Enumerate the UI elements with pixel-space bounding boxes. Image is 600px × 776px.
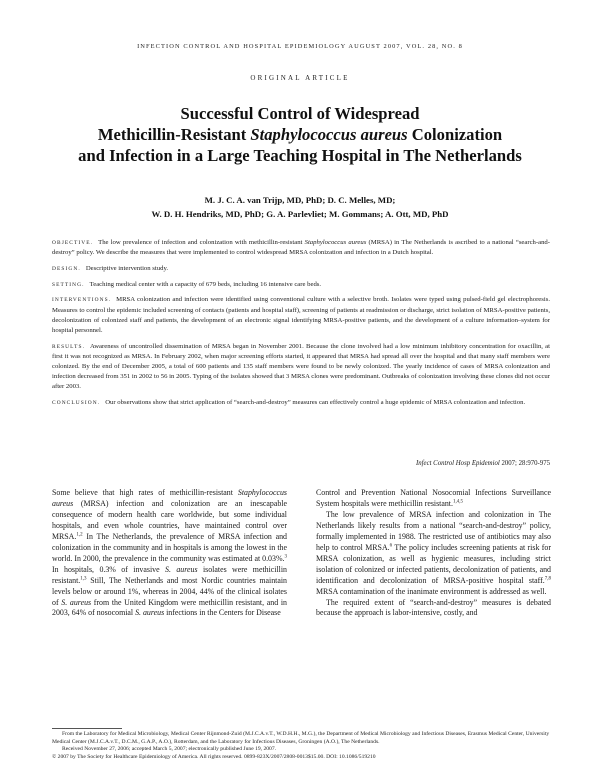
footnotes — [52, 731, 550, 761]
footnote-divider — [52, 728, 122, 729]
results-label: RESULTS. — [52, 343, 86, 350]
abstract-results — [52, 342, 550, 393]
title-line-2 — [40, 124, 560, 145]
reference-marker: 6 — [389, 543, 393, 549]
title-line-2-pre: Methicillin-Resistant — [97, 125, 251, 144]
body-paragraph — [316, 488, 551, 510]
authors-line-1: M. J. C. A. van Trijp, MD, PhD; D. C. Melles, MD; — [204, 195, 396, 205]
setting-label: SETTING. — [52, 281, 85, 288]
article-title — [40, 103, 560, 166]
species-name: S. aureus — [135, 608, 165, 618]
title-line-3: and Infection in a Large Teaching Hospital in The Netherlands — [78, 146, 522, 165]
footnote-received: Received November 27, 2006; accepted March 5, 2007; electronically published June 19, 2007. — [62, 746, 277, 753]
text-run: In The Netherlands, the prevalence of MRSA infection and colonization in the community and in hospitals is among the lowest in the world. In 2000, the prevalence in the community was estimated at 0.03%. — [52, 531, 287, 563]
conclusion-text: Our observations show that strict application of “search-and-destroy” measures can effectively control a huge epidemic of MRSA colonization and infection. — [105, 399, 526, 407]
citation — [416, 460, 550, 467]
reference-marker: 7,8 — [544, 576, 551, 581]
text-run: Some believe that high rates of methicillin-resistant — [52, 488, 238, 497]
conclusion-label: CONCLUSION. — [52, 400, 101, 407]
abstract-design — [52, 264, 550, 274]
text-run: Still, The Netherlands and most Nordic countries maintain levels below or around 1%, whereas in 2004, 44% of the clinical isolates of — [52, 575, 287, 607]
body-paragraph — [316, 510, 551, 598]
design-label: DESIGN. — [52, 265, 81, 272]
interventions-label: INTERVENTIONS. — [52, 297, 112, 304]
body-paragraph — [52, 488, 287, 619]
text-run: The low prevalence of MRSA infection and colonization in The Netherlands likely results from a national “search-and-destroy” policy, formally implemented in 1988. The restricted use of antibiotics may also help to control MRSA. — [316, 509, 551, 552]
title-line-2-post: Colonization — [407, 125, 503, 144]
abstract-interventions — [52, 295, 550, 336]
text-run: In hospitals, 0.3% of invasive — [52, 564, 166, 574]
text-run: (MRSA) infection and colonization are an inescapable consequence of modern health care worldwide, but some individual hospitals, and even whole countries, have maintained control over MRSA. — [52, 498, 287, 541]
text-run: The policy includes screening patients at risk for MRSA colonization, as well as hygienic measures, including strict isolation of colonized or infected patients, decolonization of patients, and identification and decolonization of MRSA-positive hospital staff. — [316, 542, 551, 585]
reference-marker: 1,3 — [80, 576, 87, 581]
citation-journal: Infect Control Hosp Epidemiol — [416, 460, 500, 467]
species-name: S. aureus — [61, 597, 92, 607]
text-run: infections in the Centers for Disease — [164, 608, 281, 618]
abstract-setting — [52, 280, 550, 290]
footnote-copyright: © 2007 by The Society for Healthcare Epidemiology of America. All rights reserved. 0899-823X/2007/2808-0013$15.00. DOI: 10.1086/519210 — [52, 753, 376, 760]
text-run: Control and Prevention National Nosocomial Infections Surveillance System hospitals were methicillin resistant. — [316, 488, 551, 508]
text-run: The required extent of “search-and-destroy” measures is debated because the approach is labor-intensive, costly, and — [316, 597, 551, 618]
authors-line-2: W. D. H. Hendriks, MD, PhD; G. A. Parlevliet; M. Gommans; A. Ott, MD, PhD — [151, 209, 449, 219]
title-line-1: Successful Control of Widespread — [180, 104, 420, 123]
citation-volume-pages: 2007; 28:970-975 — [499, 460, 550, 467]
species-name: S. aureus — [165, 564, 198, 574]
objective-text-post: (MRSA) in The Netherlands is ascribed to a national “search-and-destroy” policy. We describe the measures that were implemented to control widespread MRSA colonization and infection in a Dutch hospital. — [52, 239, 551, 257]
design-text: Descriptive intervention study. — [85, 264, 169, 272]
reference-marker: 1,4,5 — [452, 499, 463, 505]
text-run: isolates were methicillin resistant. — [52, 564, 287, 585]
species-name: Staphylococcus aureus — [52, 488, 287, 508]
reference-marker: 1,2 — [76, 532, 83, 538]
running-head: INFECTION CONTROL AND HOSPITAL EPIDEMIOLOGY AUGUST 2007, VOL. 28, NO. 8 — [137, 43, 463, 50]
objective-label: OBJECTIVE. — [52, 240, 94, 246]
abstract-objective — [52, 238, 550, 258]
section-label: ORIGINAL ARTICLE — [250, 74, 350, 82]
footnote-affiliations: From the Laboratory for Medical Microbiology, Medical Center Rijnmond-Zuid (M.J.C.A.v.T., W.D.H.H., M.G.), the Department of Medical Microbiology and Infectious Diseases, Erasmus Medical Center, University Medical Center (M.J.C.A.v.T., D.C.M., G.A.P., A.O.), Rotterdam, and the Laboratory for Infectious Diseases, Groningen (A.O.), The Netherlands. — [52, 731, 550, 745]
body-column-right — [316, 488, 551, 619]
reference-marker: 3 — [284, 554, 287, 560]
objective-text-pre: The low prevalence of infection and colonization with methicillin-resistant — [98, 239, 305, 246]
body-column-left — [52, 488, 287, 619]
text-run: MRSA contamination of the inanimate environment is addressed as well. — [316, 586, 547, 596]
interventions-text: MRSA colonization and infection were identified using conventional culture with a selective broth. Isolates were typed using pulsed-field gel electrophoresis. Measures to control the epidemic included screening of contacts (patients and hospital staff), screening of patients at readmission or discharge, strict isolation of MRSA-positive patients, decolonization of colonized staff and patients, the development of an electronic signal identifying MRSA-positive patients, and the development of a culture information–system for hospital personnel. — [52, 296, 550, 334]
body-paragraph — [316, 598, 551, 620]
text-run: from the United Kingdom were methicillin resistant, and in 2003, 64% of nosocomial — [52, 597, 287, 618]
objective-species: Staphylococcus aureus — [304, 239, 367, 246]
author-list — [40, 193, 560, 221]
setting-text: Teaching medical center with a capacity of 679 beds, including 16 intensive care beds. — [89, 280, 322, 288]
title-species: Staphylococcus aureus — [250, 125, 408, 144]
results-text: Awareness of uncontrolled dissemination of MRSA began in November 2001. Because the clone involved had a low minimum inhibitory concentration for oxacillin, at first it was not recognized as MRSA. In February 2002, when major screening efforts started, it appeared that MRSA had spread all over the hospital and that many staff members were colonized. By the end of December 2005, a total of 600 patients and 135 staff members were found to be newly colonized. The yearly incidence of cases of MRSA colonization and infection decreased from 351 in 2002 to 56 in 2005. Typing of the isolates showed that 3 MRSA clones were predominant. Outbreaks of colonization involving these clones did not occur after 2003. — [52, 342, 550, 391]
abstract-conclusion — [52, 398, 550, 408]
abstract — [52, 238, 550, 414]
